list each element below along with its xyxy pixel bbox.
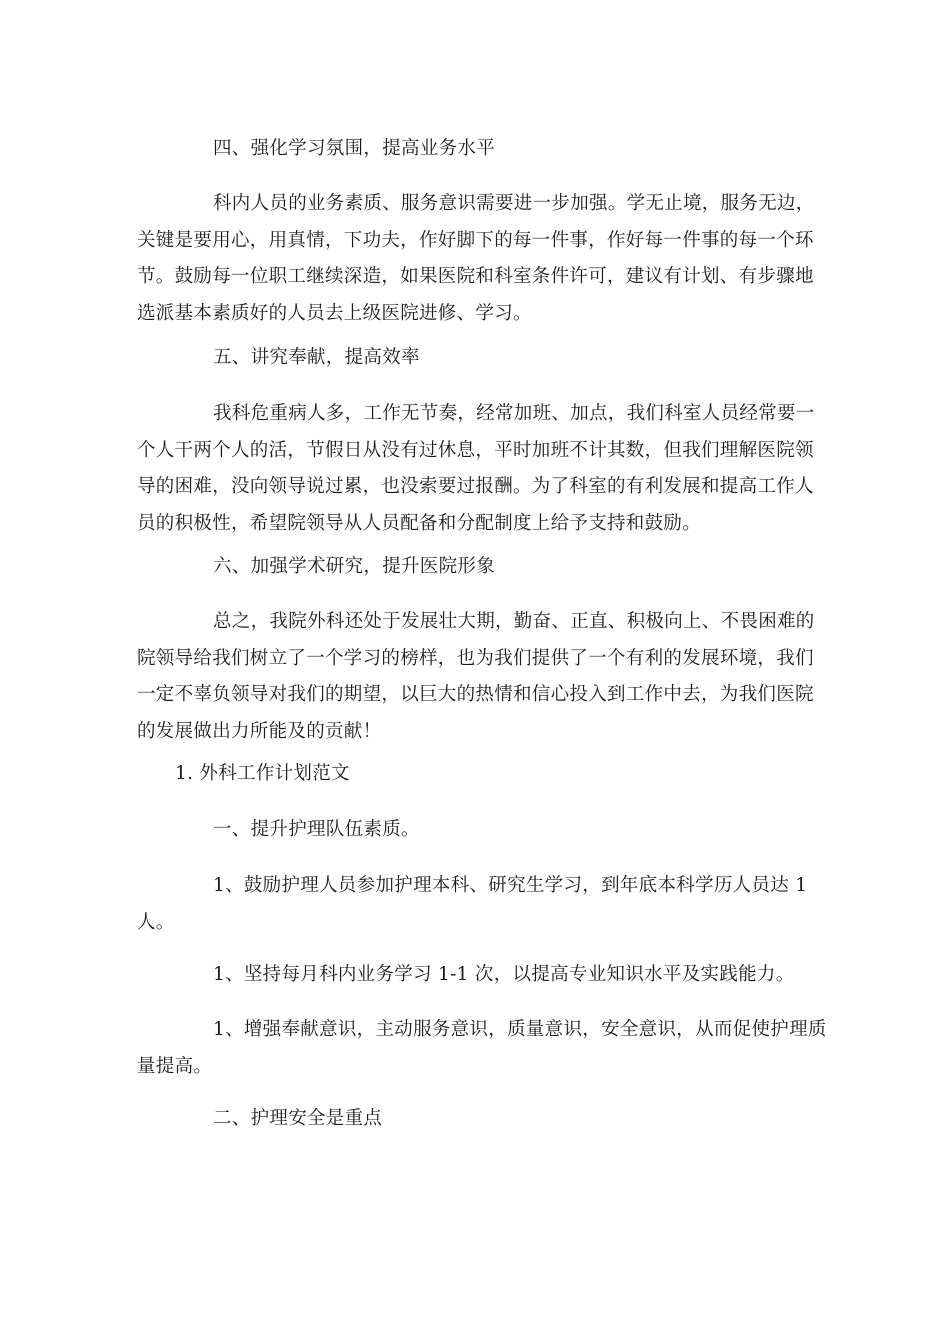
plan-heading-one: 一、提升护理队伍素质。 [213,819,420,840]
plan-item-study: 1、坚持每月科内业务学习 1-1 次，以提高专业知识水平及实践能力。 [213,964,795,985]
heading-six: 六、加强学术研究，提升医院形象 [213,556,496,577]
plan-item-awareness: 1、增强奉献意识，主动服务意识，质量意识，安全意识，从而促使护理质量提高。 [137,1019,827,1077]
heading-four: 四、强化学习氛围，提高业务水平 [213,138,496,159]
plan-item-education: 1、鼓励护理人员参加护理本科、研究生学习，到年底本科学历人员达 1 人。 [137,875,808,933]
paragraph-business-quality: 科内人员的业务素质、服务意识需要进一步加强。学无止境，服务无边，关键是要用心，用真情，下功夫，作好脚下的每一件事，作好每一件事的每一个环节。鼓励每一位职工继续深造，如果医院和科室条件许可，建议有计划、有步骤地选派基本素质好的人员去上级医院进修、学习。 [137,193,815,324]
section-title: 1. 外科工作计划范文 [175,763,350,784]
heading-five: 五、讲究奉献，提高效率 [213,347,420,368]
plan-heading-two: 二、护理安全是重点 [213,1108,383,1129]
paragraph-conclusion: 总之，我院外科还处于发展壮大期，勤奋、正直、积极向上、不畏困难的院领导给我们树立了一个学习的榜样，也为我们提供了一个有利的发展环境，我们一定不辜负领导对我们的期望，以巨大的热情和信心投入到工作中去，为我们医院的发展做出力所能及的贡献！ [137,611,815,742]
paragraph-dedication: 我科危重病人多，工作无节奏，经常加班、加点，我们科室人员经常要一个人干两个人的活，节假日从没有过休息，平时加班不计其数，但我们理解医院领导的困难，没向领导说过累，也没索要过报酬。为了科室的有利发展和提高工作人员的积极性，希望院领导从人员配备和分配制度上给予支持和鼓励。 [137,403,815,534]
